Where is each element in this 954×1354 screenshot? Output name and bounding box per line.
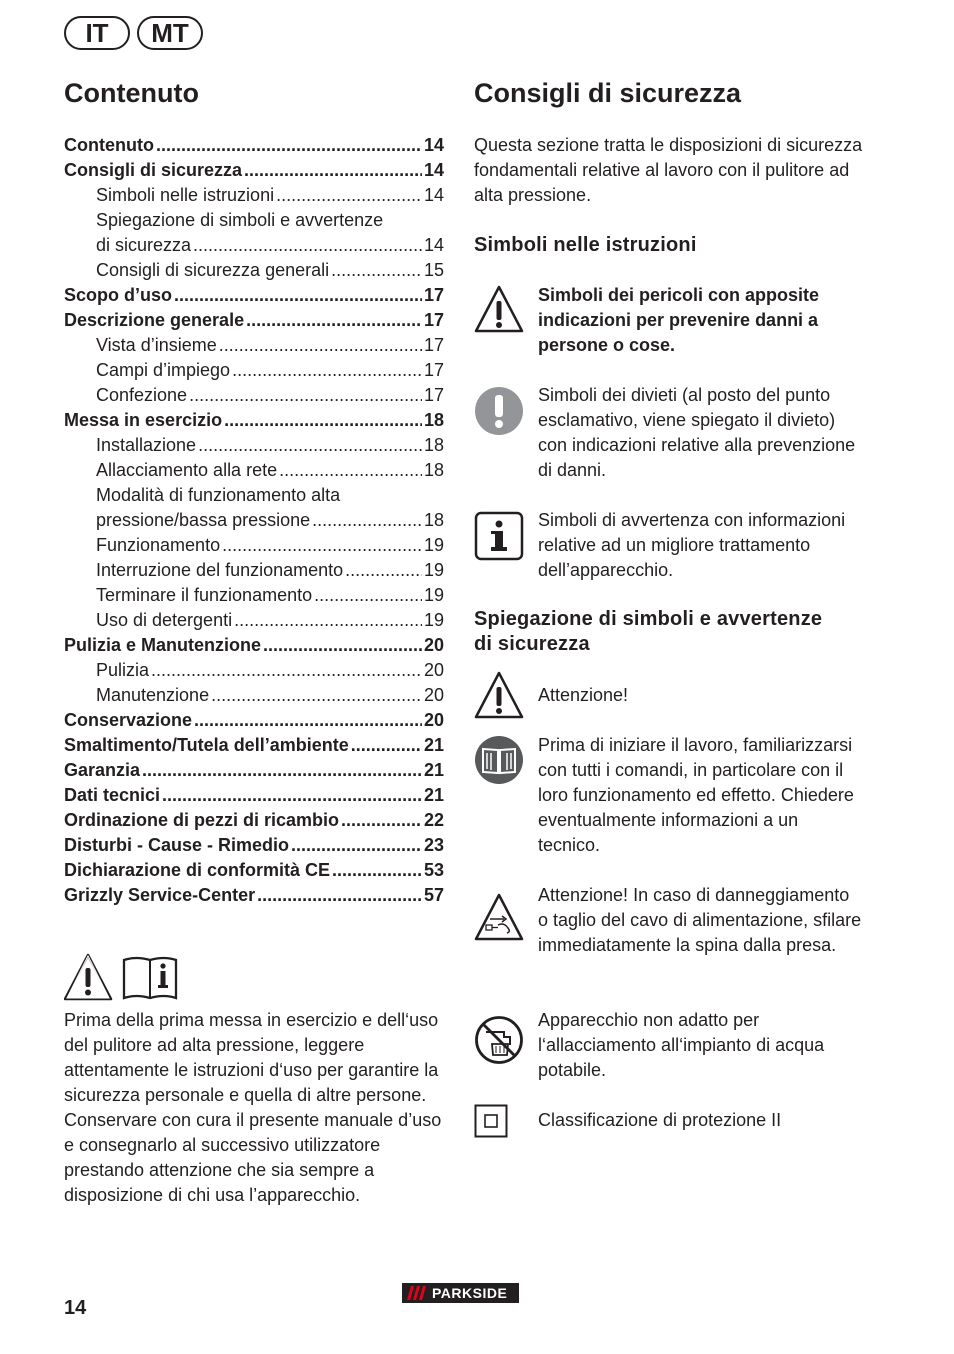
toc-entry-label: Allacciamento alla rete [96,460,278,480]
toc-entry-page: 18 [423,510,444,530]
exclamation-circle-icon [474,386,524,436]
language-badge-mt: MT [137,16,203,50]
toc-entry[interactable] [64,683,444,708]
warning-triangle-icon [474,670,524,720]
toc-leader-dots [198,433,422,458]
unplug-warning-icon [474,892,524,942]
toc-entry-label: Modalità di funzionamento alta [96,485,341,505]
toc-entry-label: Spiegazione di simboli e avvertenze [96,210,384,230]
toc-entry-page: 19 [423,535,444,555]
toc-entry-label: Interruzione del funzionamento [96,560,344,580]
toc-entry[interactable] [64,708,444,733]
toc-entry-label: Dichiarazione di conformità CE [64,860,331,880]
toc-leader-dots [341,808,422,833]
toc-entry[interactable] [64,558,444,583]
intro-icons [64,952,184,1002]
toc-entry-label: Ordinazione di pezzi di ricambio [64,810,340,830]
toc-entry[interactable] [64,583,444,608]
toc-entry-label: Messa in esercizio [64,410,223,430]
toc-leader-dots [351,733,422,758]
page-number: 14 [64,1297,87,1319]
toc-entry-label: Descrizione generale [64,310,245,330]
toc-leader-dots [162,783,422,808]
toc-entry[interactable] [64,283,444,308]
toc-entry[interactable] [64,783,444,808]
toc-entry-label: Manutenzione [96,685,210,705]
symbol-info-text: Simboli di avvertenza con informazioni relative ad un migliore trattamento dell’apparecchio. [538,510,846,580]
protection-class-ii-icon [474,1104,508,1138]
read-manual-icon [474,735,524,785]
toc-entry-page: 14 [423,235,444,255]
toc-entry-label: Contenuto [64,135,154,155]
explanation-attention-text: Attenzione! [538,685,629,705]
toc-entry[interactable] [64,883,444,908]
toc-entry-label: Scopo d’uso [64,285,172,305]
toc-entry-page: 15 [423,260,444,280]
toc-leader-dots [156,133,422,158]
toc-leader-dots [244,158,422,183]
toc-entry-page: 18 [423,410,444,430]
toc-entry-page: 14 [423,185,444,205]
toc-leader-dots [174,283,422,308]
toc-entry[interactable] [64,533,444,558]
safety-title: Consigli di sicurezza [474,78,742,108]
toc-entry-page: 17 [423,335,444,355]
toc-entry-page: 17 [423,310,444,330]
manual-info-icon [124,958,176,998]
explanation-heading: Spiegazione di simboli e avvertenze di sicurezza [474,608,823,655]
toc-entry-page: 20 [423,710,444,730]
toc-entry-page: 22 [423,810,444,830]
toc-entry-label: Grizzly Service-Center [64,885,256,905]
brand-name: PARKSIDE [432,1285,508,1301]
toc-entry-label: Terminare il funzionamento [96,585,313,605]
toc-entry-page: 14 [423,135,444,155]
explanation-class-text: Classificazione di protezione II [538,1110,782,1130]
toc-entry-page: 17 [423,285,444,305]
symbols-heading: Simboli nelle istruzioni [474,234,697,256]
toc-leader-dots [331,258,422,283]
toc-entry-page: 57 [423,885,444,905]
toc-entry-label: Campi d’impiego [96,360,231,380]
toc-entry-label: Confezione [96,385,188,405]
toc-entry[interactable] [64,308,444,333]
toc-leader-dots [314,583,422,608]
toc-entry-label: Simboli nelle istruzioni [96,185,275,205]
toc-entry-label: Smaltimento/Tutela dell’ambiente [64,735,349,755]
toc-entry[interactable] [64,408,444,433]
toc-entry[interactable] [64,633,444,658]
toc-entry-label: Pulizia e Manutenzione [64,635,262,655]
warning-triangle-icon [474,284,524,334]
toc-leader-dots [234,608,422,633]
toc-leader-dots [332,858,422,883]
toc-entry-label: pressione/bassa pressione [96,510,311,530]
toc-leader-dots [246,308,422,333]
toc-entry-page: 20 [423,635,444,655]
toc-entry[interactable] [64,508,444,533]
toc-leader-dots [276,183,422,208]
toc-leader-dots [291,833,422,858]
brand-slashes-icon [406,1283,428,1303]
toc-entry[interactable] [64,433,444,458]
warning-triangle-icon [65,955,111,999]
brand-logo [402,1283,519,1303]
toc-entry-page: 19 [423,560,444,580]
intro-paragraph: Prima della prima messa in esercizio e dell‘uso del pulitore ad alta pressione, leggere attentamente le istruzioni d‘uso per garantire la sicurezza personale e quella di altre persone. Conservare con cura il presente manuale d’uso e consegnarlo al successivo utilizzatore prestando attenzione che sia sempre a disposizione di chi usa l’apparecchio. [64,1010,442,1205]
toc-leader-dots [224,408,422,433]
toc-entry[interactable] [64,233,444,258]
toc-leader-dots [279,458,422,483]
toc-entry[interactable] [64,383,444,408]
toc-entry-page: 21 [423,735,444,755]
toc-entry-page: 20 [423,660,444,680]
no-drinking-water-icon [474,1015,524,1065]
toc-entry[interactable] [64,608,444,633]
toc-leader-dots [312,508,422,533]
toc-entry-page: 19 [423,610,444,630]
toc-leader-dots [193,233,422,258]
toc-leader-dots [257,883,422,908]
toc-entry-label: Pulizia [96,660,150,680]
symbol-prohibition-text: Simboli dei divieti (al posto del punto esclamativo, viene spiegato il divieto) con indicazioni relative alla prevenzione di danni. [538,385,856,480]
toc-entry-label: Garanzia [64,760,141,780]
toc-entry-page: 23 [423,835,444,855]
toc-leader-dots [232,358,422,383]
toc-entry-label: Consigli di sicurezza [64,160,243,180]
explanation-cable-text: Attenzione! In caso di danneggiamento o taglio del cavo di alimentazione, sfilare immediatamente la spina dalla presa. [538,885,862,955]
table-of-contents [64,133,444,908]
toc-entry[interactable] [64,158,444,183]
toc-leader-dots [194,708,422,733]
toc-leader-dots [222,533,422,558]
toc-entry[interactable] [64,183,444,208]
toc-entry-label: Disturbi - Cause - Rimedio [64,835,290,855]
toc-entry-page: 18 [423,460,444,480]
toc-leader-dots [211,683,422,708]
toc-entry[interactable] [64,658,444,683]
language-badge-it: IT [64,16,130,50]
toc-entry-label: Uso di detergenti [96,610,233,630]
toc-entry-page: 53 [423,860,444,880]
toc-entry[interactable] [64,733,444,758]
safety-intro: Questa sezione tratta le disposizioni di sicurezza fondamentali relative al lavoro con il pulitore ad alta pressione. [474,135,863,205]
symbol-danger-text: Simboli dei pericoli con apposite indicazioni per prevenire danni a persone o cose. [538,285,820,355]
toc-entry-page: 18 [423,435,444,455]
toc-entry-page: 17 [423,385,444,405]
toc-entry-page: 19 [423,585,444,605]
toc-entry[interactable] [64,133,444,158]
toc-entry[interactable] [64,808,444,833]
toc-leader-dots [345,558,422,583]
toc-leader-dots [219,333,422,358]
toc-entry-label: Dati tecnici [64,785,161,805]
toc-entry-page: 14 [423,160,444,180]
toc-entry-label: Installazione [96,435,197,455]
toc-entry-page: 21 [423,760,444,780]
toc-entry[interactable] [64,758,444,783]
toc-title: Contenuto [64,78,199,108]
toc-entry[interactable] [64,833,444,858]
info-box-icon [474,511,524,561]
toc-entry-label: Funzionamento [96,535,221,555]
toc-entry-label: di sicurezza [96,235,192,255]
toc-entry-page: 20 [423,685,444,705]
toc-entry-page: 17 [423,360,444,380]
toc-leader-dots [142,758,422,783]
toc-leader-dots [189,383,422,408]
toc-entry-page: 21 [423,785,444,805]
toc-entry-label: Consigli di sicurezza generali [96,260,330,280]
explanation-water-text: Apparecchio non adatto per l‘allacciamento all‘impianto di acqua potabile. [538,1010,825,1080]
toc-leader-dots [263,633,422,658]
toc-entry[interactable] [64,858,444,883]
toc-leader-dots [151,658,422,683]
toc-entry[interactable] [64,258,444,283]
toc-entry[interactable] [64,458,444,483]
toc-entry-label: Conservazione [64,710,193,730]
explanation-manual-text: Prima di iniziare il lavoro, familiarizzarsi con tutti i comandi, in particolare con il loro funzionamento ed effetto. Chiedere eventualmente informazioni a un tecnico. [538,735,854,855]
toc-entry[interactable] [64,358,444,383]
toc-entry-label: Vista d’insieme [96,335,217,355]
toc-entry[interactable] [64,333,444,358]
